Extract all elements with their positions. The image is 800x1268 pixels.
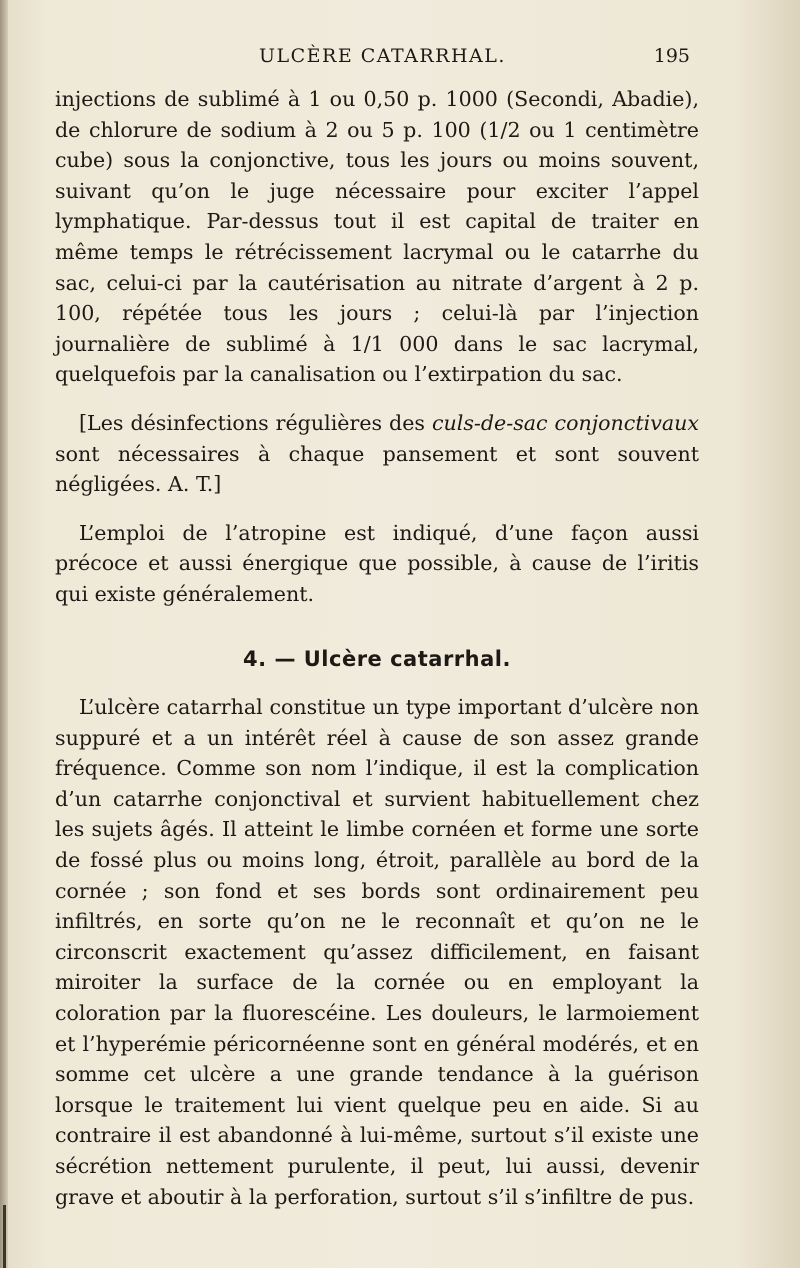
paragraph-continuation: injections de sublimé à 1 ou 0,50 p. 1000 (Secondi, Abadie), de chlorure de sodium à 2 ou 5 p. 100 (1/2 ou 1 centimètre cube) sous la conjonctive, tous les jours ou moins souvent, suivant qu’on le juge nécessaire pour exciter l’appel lymphatique. Par-dessus tout il est capital de traiter en même temps le rétrécissement lacrymal ou le catarrhe du sac, celui-ci par la cautérisation au nitrate d’argent à 2 p. 100, répétée tous les jours ; celui-là par l’injection journalière de sublimé à 1/1 000 dans le sac lacrymal, quelquefois par la canalisation ou l’extirpation du sac.: [55, 87, 699, 387]
page-edge-shadow: [0, 0, 8, 1268]
note-italic-term: culs-de-sac conjonctivaux: [431, 410, 699, 435]
page-header: [55, 45, 690, 77]
editor-note: [55, 408, 699, 500]
note-text-before: [Les désinfections régulières des: [79, 410, 432, 435]
note-text-after: sont nécessaires à chaque pansement et sont souvent négligées. A. T.]: [55, 441, 699, 497]
paragraph-atropine: L’emploi de l’atropine est indiqué, d’une façon aussi précoce et aussi énergique que possible, à cause de l’iritis qui existe généralement.: [55, 520, 699, 606]
spine-mark: [3, 1205, 6, 1268]
running-title: ULCÈRE CATARRHAL.: [259, 45, 506, 67]
section-heading: 4. — Ulcère catarrhal.: [243, 646, 511, 671]
page-number: 195: [653, 45, 690, 67]
body-text: [55, 84, 699, 1212]
paragraph-ulcere-catarrhal: L’ulcère catarrhal constitue un type important d’ulcère non suppuré et a un intérêt réel à cause de son assez grande fréquence. Comme son nom l’indique, il est la complication d’un catarrhe conjonctival et survient habituellement chez les sujets âgés. Il atteint le limbe cornéen et forme une sorte de fossé plus ou moins long, étroit, parallèle au bord de la cornée ; son fond et ses bords sont ordinairement peu infiltrés, en sorte qu’on ne le reconnaît et qu’on ne le circonscrit exactement qu’assez difficilement, en faisant miroiter la surface de la cornée ou en employant la coloration par la fluorescéine. Les douleurs, le larmoiement et l’hyperémie péricornéenne sont en général modérés, et en somme cet ulcère a une grande tendance à la guérison lorsque le traitement lui vient quelque peu en aide. Si au contraire il est abandonné à lui-même, surtout s’il existe une sécrétion nettement purulente, il peut, lui aussi, devenir grave et aboutir à la perforation, surtout s’il s’infiltre de pus.: [55, 695, 699, 1209]
